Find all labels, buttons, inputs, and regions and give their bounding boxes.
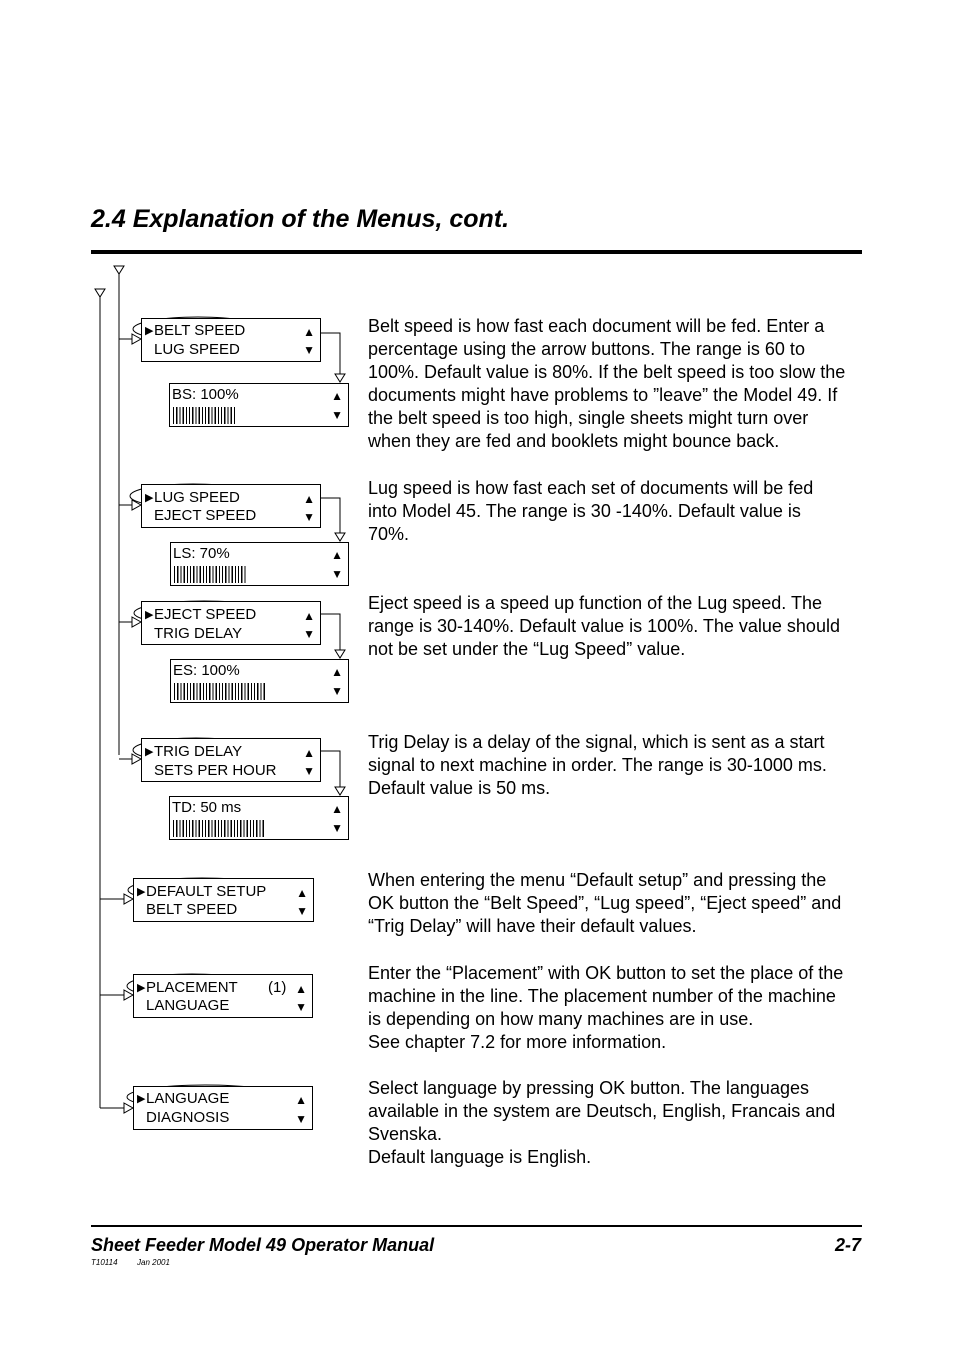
pointer-triangle-icon: ▶ [137, 982, 146, 994]
desc-line: Belt speed is how fast each document will be fed. Enter a [368, 316, 825, 336]
desc-line: “Trig Delay” will have their default values. [368, 916, 697, 937]
footer-date: Jan 2001 [137, 1258, 170, 1267]
footer-page-number: 2-7 [835, 1235, 862, 1255]
up-arrow-icon: ▲ [295, 982, 307, 996]
desc-line: the belt speed is too high, single sheets might turn over [368, 408, 809, 429]
lcd-value-eject-speed [170, 659, 349, 703]
up-arrow-icon: ▲ [303, 492, 315, 506]
down-arrow-icon: ▼ [295, 1112, 307, 1126]
desc-line: is depending on how many machines are in use. [368, 1009, 754, 1030]
desc-line: percentage using the arrow buttons. The range is 60 to [368, 339, 805, 360]
footer-manual-title: Sheet Feeder Model 49 Operator Manual [91, 1235, 435, 1255]
desc-line: into Model 45. The range is 30 -140%. Default value is [368, 501, 801, 522]
down-arrow-icon: ▼ [295, 1000, 307, 1014]
value-bar-graph-icon [173, 407, 235, 424]
desc-trig-delay [368, 731, 863, 800]
desc-placement [368, 962, 863, 1054]
lcd-value-trig-delay [169, 796, 349, 840]
lcd-menu-trig-delay [141, 738, 321, 782]
up-arrow-icon: ▲ [303, 746, 315, 760]
value-bar-graph-icon [174, 683, 266, 700]
desc-line: machine in the line. The placement number of the machine [368, 986, 836, 1007]
menu-line2: LUG SPEED [154, 341, 240, 358]
menu-line2: TRIG DELAY [154, 625, 243, 642]
lcd-menu-eject-speed [141, 601, 321, 645]
pointer-triangle-icon: ▶ [145, 492, 154, 504]
pointer-triangle-icon: ▶ [137, 886, 146, 898]
placement-number: (1) [268, 979, 287, 996]
desc-line: Default value is 50 ms. [368, 778, 551, 799]
up-arrow-icon: ▲ [331, 389, 343, 403]
down-arrow-icon: ▼ [296, 904, 308, 918]
menu-line1: LUG SPEED [154, 489, 240, 506]
down-arrow-icon: ▼ [303, 510, 315, 524]
desc-line: When entering the menu “Default setup” and pressing the [368, 870, 827, 890]
footer-rule [91, 1225, 862, 1227]
menu-line2: EJECT SPEED [154, 507, 257, 524]
down-arrow-icon: ▼ [303, 627, 315, 641]
value-label: BS: 100% [172, 386, 239, 403]
desc-line: not be set under the “Lug Speed” value. [368, 639, 686, 660]
menu-line1: LANGUAGE [146, 1090, 230, 1107]
value-label: ES: 100% [173, 662, 240, 679]
menu-line2: BELT SPEED [146, 901, 238, 918]
lcd-value-lug-speed [170, 542, 349, 586]
lcd-menu-lug-speed [141, 484, 321, 528]
desc-line: Default language is English. [368, 1147, 592, 1168]
up-arrow-icon: ▲ [331, 548, 343, 562]
menu-line2: DIAGNOSIS [146, 1109, 230, 1126]
connector-trig-delay [320, 751, 340, 787]
down-arrow-icon: ▼ [331, 821, 343, 835]
down-arrow-icon: ▼ [331, 567, 343, 581]
pointer-triangle-icon: ▶ [145, 325, 154, 337]
desc-line: documents might have problems to ”leave” the Model 49. If [368, 385, 838, 406]
lcd-menu-placement [133, 974, 313, 1018]
desc-line: Trig Delay is a delay of the signal, which is sent as a start [368, 732, 825, 752]
desc-lug-speed [368, 477, 863, 546]
value-bar-graph-icon [173, 820, 265, 837]
menu-line1: BELT SPEED [154, 322, 246, 339]
connector-eject-speed [320, 614, 340, 650]
connector-lug-speed [320, 498, 340, 533]
up-arrow-icon: ▲ [331, 665, 343, 679]
desc-language [368, 1077, 863, 1169]
section-title: 2.4 Explanation of the Menus, cont. [91, 205, 510, 233]
desc-line: 70%. [368, 524, 410, 545]
desc-line: when they are fed and booklets might bounce back. [368, 431, 780, 452]
desc-eject-speed [368, 592, 863, 661]
trunk-top-arrow-outer [95, 289, 105, 297]
menu-line1: PLACEMENT [146, 979, 238, 996]
pointer-triangle-icon: ▶ [145, 609, 154, 621]
desc-line: OK button the “Belt Speed”, “Lug speed”, “Eject speed” and [368, 893, 842, 914]
menu-line1: DEFAULT SETUP [146, 883, 267, 900]
desc-line: Eject speed is a speed up function of the Lug speed. The [368, 593, 822, 613]
up-arrow-icon: ▲ [331, 802, 343, 816]
desc-line: Enter the “Placement” with OK button to set the place of the [368, 963, 844, 983]
down-arrow-icon: ▼ [331, 684, 343, 698]
desc-line: range is 30-140%. Default value is 100%. The value should [368, 616, 840, 637]
footer-doc-code: T10114 [91, 1258, 118, 1267]
lcd-menu-default-setup [133, 878, 314, 922]
desc-line: Lug speed is how fast each set of documents will be fed [368, 478, 814, 498]
up-arrow-icon: ▲ [296, 886, 308, 900]
down-arrow-icon: ▼ [303, 764, 315, 778]
value-label: LS: 70% [173, 545, 230, 562]
desc-line: 100%. Default value is 80%. If the belt speed is too slow the [368, 362, 846, 383]
up-arrow-icon: ▲ [295, 1093, 307, 1107]
menu-line2: SETS PER HOUR [154, 762, 277, 779]
desc-line: signal to next machine in order. The range is 30-1000 ms. [368, 755, 827, 776]
value-bar-graph-icon [174, 566, 247, 583]
lcd-menu-belt-speed [141, 318, 321, 362]
value-label: TD: 50 ms [172, 799, 242, 816]
desc-line: available in the system are Deutsch, English, Francais and [368, 1101, 836, 1122]
desc-belt-speed [368, 315, 863, 454]
down-arrow-icon: ▼ [303, 343, 315, 357]
pointer-triangle-icon: ▶ [145, 746, 154, 758]
down-arrow-icon: ▼ [331, 408, 343, 422]
lcd-value-belt-speed [169, 383, 349, 427]
lcd-menu-language [133, 1086, 313, 1130]
up-arrow-icon: ▲ [303, 325, 315, 339]
menu-line1: TRIG DELAY [154, 743, 243, 760]
desc-line: See chapter 7.2 for more information. [368, 1032, 667, 1053]
desc-default-setup [368, 869, 863, 938]
connector-belt-speed [320, 333, 340, 374]
trunk-top-arrow-inner [114, 266, 124, 274]
desc-line: Select language by pressing OK button. The languages [368, 1078, 809, 1098]
menu-line1: EJECT SPEED [154, 606, 257, 623]
desc-line: Svenska. [368, 1124, 443, 1145]
up-arrow-icon: ▲ [303, 609, 315, 623]
pointer-triangle-icon: ▶ [137, 1093, 146, 1105]
menu-line2: LANGUAGE [146, 997, 230, 1014]
